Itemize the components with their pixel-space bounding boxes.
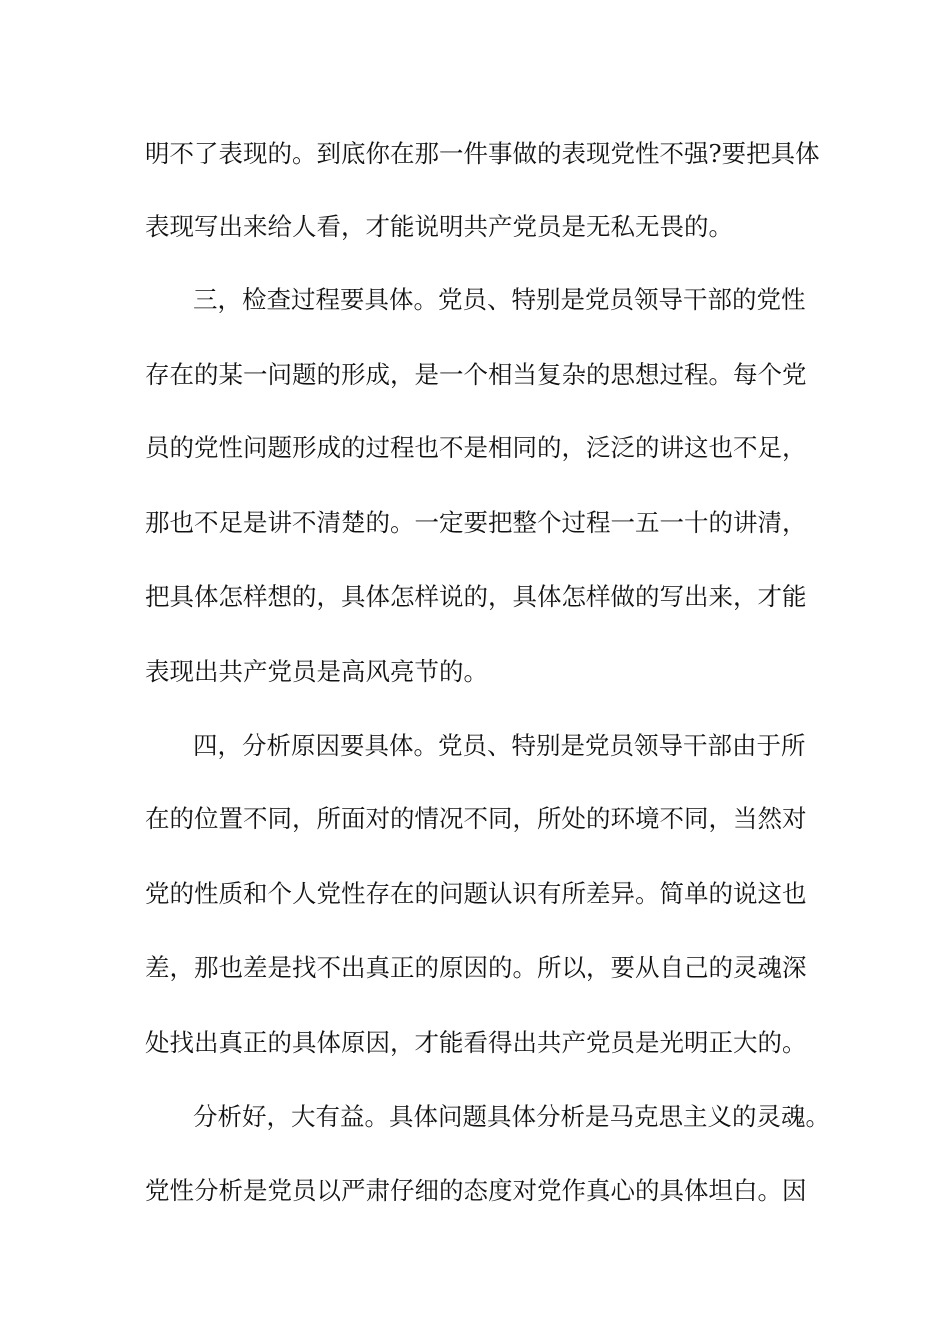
text-line: 存在的某一问题的形成，是一个相当复杂的思想过程。每个党 bbox=[145, 360, 807, 389]
text-line: 员的党性问题形成的过程也不是相同的，泛泛的讲这也不足， bbox=[145, 433, 807, 462]
text-line: 党性分析是党员以严肃仔细的态度对党作真心的具体坦白。因 bbox=[145, 1176, 807, 1205]
text-line: 表现写出来给人看，才能说明共产党员是无私无畏的。 bbox=[145, 212, 733, 241]
text-line: 差，那也差是找不出真正的原因的。所以，要从自己的灵魂深 bbox=[145, 953, 807, 982]
text-line: 党的性质和个人党性存在的问题认识有所差异。简单的说这也 bbox=[145, 879, 807, 908]
paragraph-start-line: 分析好，大有益。具体问题具体分析是马克思主义的灵魂。 bbox=[193, 1102, 830, 1131]
text-line: 那也不足是讲不清楚的。一定要把整个过程一五一十的讲清， bbox=[145, 508, 807, 537]
text-line: 把具体怎样想的，具体怎样说的，具体怎样做的写出来，才能 bbox=[145, 582, 807, 611]
text-line: 处找出真正的具体原因，才能看得出共产党员是光明正大的。 bbox=[145, 1028, 807, 1057]
paragraph-start-line: 四，分析原因要具体。党员、特别是党员领导干部由于所 bbox=[193, 731, 806, 760]
text-line: 在的位置不同，所面对的情况不同，所处的环境不同，当然对 bbox=[145, 804, 807, 833]
paragraph-start-line: 三，检查过程要具体。党员、特别是党员领导干部的党性 bbox=[193, 285, 806, 314]
text-line: 表现出共产党员是高风亮节的。 bbox=[145, 657, 488, 686]
text-line: 明不了表现的。到底你在那一件事做的表现党性不强?要把具体 bbox=[145, 139, 820, 168]
